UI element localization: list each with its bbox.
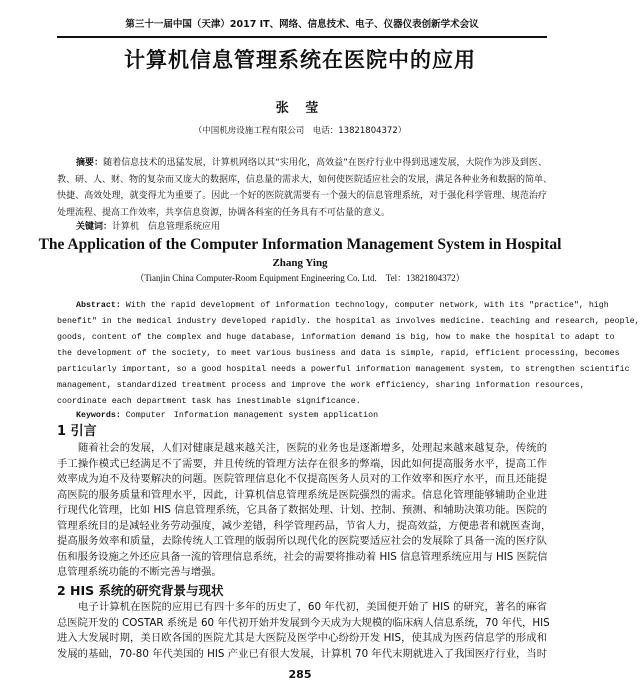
text-line [57, 205, 547, 222]
line-text: 总医院开发的 COSTAR 系统是 60 年代初开始并发展到今天成为大规模的临床病人信息系统，70 年代，HIS [57, 616, 550, 629]
text-line [57, 298, 609, 314]
affiliation-cn: （中国机房设施工程有限公司 电话：13821804372） [193, 126, 407, 136]
affiliation-en: （Tianjin China Computer-Room Equipment Engineering Co. Ltd. Tel：13821804372） [135, 273, 465, 283]
keywords-cn [76, 222, 220, 233]
text-line [57, 314, 640, 330]
text-line [57, 534, 547, 550]
keywords-en [76, 411, 378, 421]
keywords-cn-text: 计算机 信息管理系统应用 [112, 222, 221, 232]
text-line [57, 600, 547, 616]
paper-title-en: The Application of the Computer Information Management System in Hospital [38, 236, 562, 253]
text-line [57, 378, 585, 394]
line-text: particularly important, so a good hospital needs a powerful information management system, to strengthen scientific [57, 365, 630, 374]
header-rule [57, 36, 547, 38]
text-line [57, 519, 552, 535]
keywords-en-label: Keywords: [76, 411, 121, 420]
line-text: 行现代化管理，比如 HIS 信息管理系统，它具备了数据处理、计划、控制、预测、和辅助决策功能。医院的 [57, 504, 547, 516]
text-line [57, 188, 547, 205]
line-text: 处理流程、提高工作效率，共享信息资源，协调各科室的任务具有不可估量的意义。 [57, 207, 391, 218]
line-text: 伍和服务设施之外还应具备一流的管理信息系统，社会的需要将推动着 HIS 信息管理系统应用与 HIS 医院信 [57, 550, 548, 563]
line-text: benefit" in the medical industry developed rapidly. the hospital as involves medicine. teaching and research, people, [57, 317, 640, 326]
paper-title-cn: 计算机信息管理系统在医院中的应用 [124, 48, 476, 72]
line-text: 高医院的服务质量和管理水平，因此，计算机信息管理系统是医院强烈的需求。信息化管理能够辅助企业进 [57, 488, 547, 501]
text-line [57, 330, 615, 346]
text-line [57, 488, 547, 504]
line-text: the development of the society, to meet various business and data is simple, rapid, efficient processing, becomes [57, 349, 620, 358]
keywords-en-text: Computer Information management system application [120, 411, 379, 420]
line-text: 电子计算机在医院的应用已有四十多年的历史了，60 年代初，美国便开始了 HIS 的研究，著名的麻省 [78, 601, 547, 613]
text-line [57, 155, 547, 172]
running-header: 第三十一届中国（天津）2017 IT、网络、信息技术、电子、仪器仪表创新学术会议 [125, 19, 479, 30]
section-1-body [57, 441, 552, 581]
text-line [57, 394, 547, 410]
line-text: 管理系统目的是减轻业务劳动强度，减少差错，科学管理药品，节省人力，提高效益，方便患者和就医查询， [57, 519, 552, 532]
text-line [57, 631, 547, 647]
section-1-heading: 1 引言 [57, 424, 97, 439]
abstract-cn [57, 155, 553, 221]
line-text: 息管理系统功能的不断完善与增强。 [57, 566, 222, 578]
section-2-body [57, 600, 550, 662]
author-en: Zhang Ying [272, 257, 328, 269]
line-text: 快捷、高效处理，就变得尤为重要了。因此一个好的医院就需要有一个强大的信息管理系统，对于强化科学管理、规范治疗 [57, 191, 547, 201]
line-text: management, standardized treatment process and improve the work efficiency, sharing information resources, [57, 381, 585, 390]
line-text: 提高服务效率和质量，去除传统人工管理的版弱所以现代化的医院要适应社会的发展除了具备一流的医疗队 [57, 535, 547, 547]
text-line [57, 565, 547, 581]
text-line [57, 647, 547, 663]
line-text: 教、研、人、财、物的复杂而又庞大的数据库，信息量的需求大，如何使医院适应社会的发展，满足各种业务和数据的简单、 [57, 174, 553, 185]
line-text: With the rapid development of information technology, computer network, with its "practice", high [120, 301, 609, 310]
line-text: 效率成为迫不及待要解决的问题。医院管理信息化不仅提高医务人员对的工作效率和医疗水平，而且还能提 [57, 473, 547, 485]
keywords-cn-label: 关键词： [76, 222, 113, 232]
page-number: 285 [288, 668, 312, 681]
line-text: 手工操作模式已经满足不了需要，并且传统的管理方法存在很多的弊端，因此如何提高服务水平，提高工作 [57, 457, 547, 470]
line-text: goods, content of the complex and huge database, information demand is big, how to make the hospital to adapt to [57, 333, 615, 342]
line-text: 进入大发展时期，美日欧各国的医院尤其是大医院及医学中心纷纷开发 HIS，使其成为医药信息学的形成和 [57, 632, 547, 644]
line-text: 随着社会的发展，人们对健康是越来越关注，医院的业务也是逐渐增多，处理起来越来越复杂，传统的 [78, 442, 547, 454]
text-line [57, 472, 547, 488]
text-line [57, 172, 553, 189]
abstract-label: 摘要： [76, 158, 104, 168]
line-text: coordinate each department task has inestimable significance. [57, 397, 361, 406]
line-text: 随着信息技术的迅猛发展，计算机网络以其“实用化，高效益”在医疗行业中得到迅速发展，大院作为涉及到医、 [103, 158, 547, 168]
text-line [57, 346, 620, 362]
text-line [57, 550, 547, 566]
text-line [57, 503, 547, 519]
text-line [57, 441, 547, 457]
line-text: 发展的基础，70-80 年代美国的 HIS 产业已有很大发展，计算机 70 年代末期就进入了我国医疗行业，当时 [57, 647, 547, 660]
section-2-heading: 2 HIS 系统的研究背景与现状 [57, 583, 224, 598]
text-line [57, 457, 547, 473]
text-line [57, 616, 550, 632]
author-cn: 张 莹 [275, 101, 325, 116]
abstract-en [57, 298, 640, 410]
abstract-label: Abstract: [76, 301, 121, 310]
text-line [57, 362, 630, 378]
